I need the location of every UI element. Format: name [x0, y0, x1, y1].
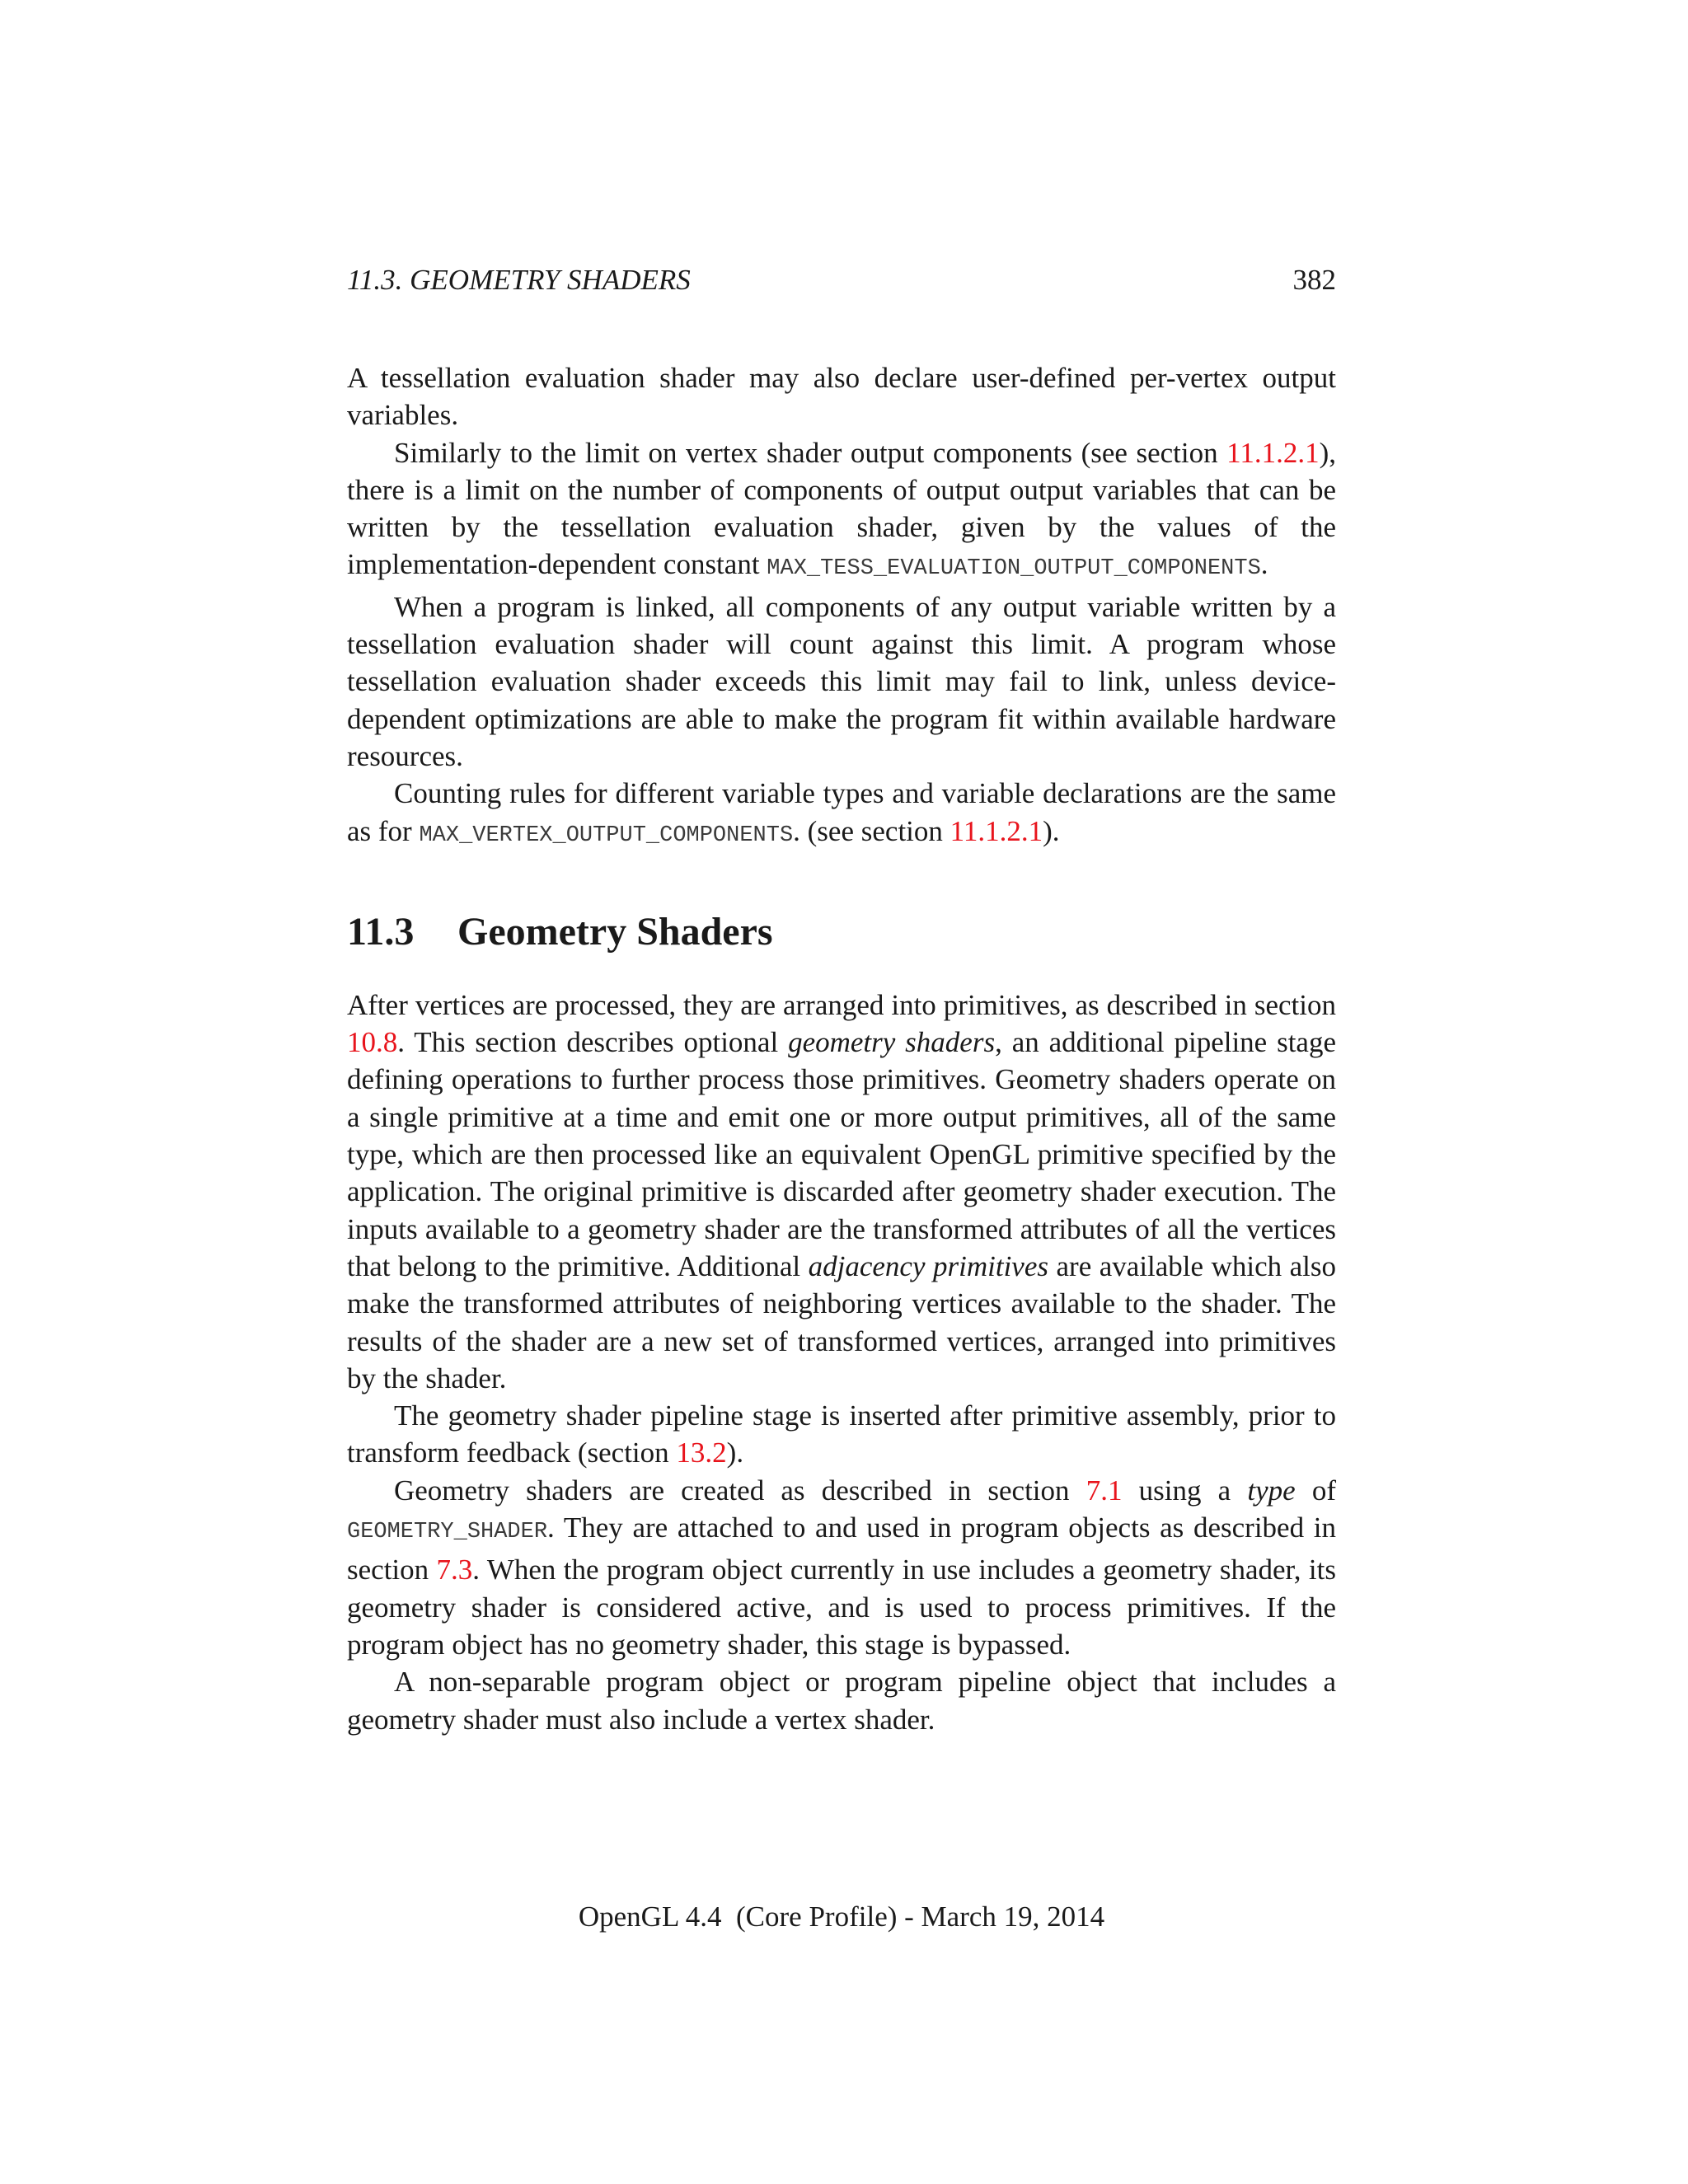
paragraph-link-count: When a program is linked, all components of any output variable written by a tessellation evaluation shader will count against this limit. A program whose tessellation evaluation shader exceeds this limit may fail to link, unless device-dependent optimizations are able to make the program fit within available hardware resources.	[347, 590, 1336, 772]
page-footer: OpenGL 4.4 (Core Profile) - March 19, 2014	[578, 1900, 1105, 1933]
paragraph-shader-creation: Geometry shaders are created as described in section 7.1 using a type of GEOMETRY_SHADER. They are attached to and used in program objects as described in section 7.3. When the program object currently in use includes a geometry shader, its geometry shader is considered active, and is used to process primitives. If the program object has no geometry shader, this stage is bypassed.	[347, 1474, 1337, 1661]
section-link-11-1-2-1[interactable]: 11.1.2.1	[1226, 436, 1320, 469]
running-header	[347, 260, 1336, 300]
paragraph-counting-rules: Counting rules for different variable types and variable declarations are the same as for MAX_VERTEX_OUTPUT_COMPONENTS. (see section 11.1.2.1).	[347, 777, 1336, 848]
term-adjacency-primitives: adjacency primitives	[808, 1249, 1048, 1282]
term-geometry-shaders: geometry shaders	[788, 1026, 996, 1059]
constant-max-tess-eval-output: MAX_TESS_EVALUATION_OUTPUT_COMPONENTS	[767, 556, 1261, 582]
section-link-10-8[interactable]: 10.8	[347, 1026, 398, 1059]
section-number: 11.3	[347, 909, 415, 954]
term-type: type	[1247, 1474, 1296, 1507]
paragraph-tess-output-vars: A tessellation evaluation shader may also declare user-defined per-vertex output variables.	[347, 362, 1336, 432]
section-link-7-1[interactable]: 7.1	[1085, 1474, 1123, 1507]
paragraph-geometry-intro: After vertices are processed, they are arranged into primitives, as described in section 10.8. This section describes optional geometry shaders, an additional pipeline stage defining operations to further process those primitives. Geometry shaders operate on a single primitive at a time and emit one or more output primitives, all of the same type, which are then processed like an equivalent OpenGL primitive specified by the application. The original primitive is discarded after geometry shader execution. The inputs available to a geometry shader are the transformed attributes of all the vertices that belong to the primitive. Additional adjacency primitives are available which also make the transformed attributes of neighboring vertices available to the shader. The results of the shader are a new set of transformed vertices, arranged into primitives by the shader.	[347, 988, 1337, 1394]
section-link-7-3[interactable]: 7.3	[436, 1554, 473, 1586]
section-title: Geometry Shaders	[457, 909, 773, 954]
section-link-11-1-2-1-b[interactable]: 11.1.2.1	[950, 814, 1043, 847]
page-number: 382	[1292, 264, 1336, 296]
header-section-title: 11.3. GEOMETRY SHADERS	[347, 264, 691, 296]
paragraph-pipeline-stage: The geometry shader pipeline stage is inserted after primitive assembly, prior to transform feedback (section 13.2).	[347, 1399, 1336, 1469]
body-text	[347, 359, 1336, 1738]
constant-geometry-shader: GEOMETRY_SHADER	[347, 1520, 548, 1545]
section-heading	[347, 909, 1336, 955]
paragraph-output-limit: Similarly to the limit on vertex shader output components (see section 11.1.2.1), there is a limit on the number of components of output output variables that can be written by the tessellation evaluation shader, given by the values of the implementation-dependent constant MAX_TESS_EVALUATION_OUTPUT_COMPONENTS.	[347, 436, 1336, 582]
constant-max-vertex-output: MAX_VERTEX_OUTPUT_COMPONENTS	[419, 823, 794, 848]
section-link-13-2[interactable]: 13.2	[676, 1436, 727, 1469]
paragraph-vertex-requirement: A non-separable program object or program pipeline object that includes a geometry shader must also include a vertex shader.	[347, 1666, 1336, 1736]
